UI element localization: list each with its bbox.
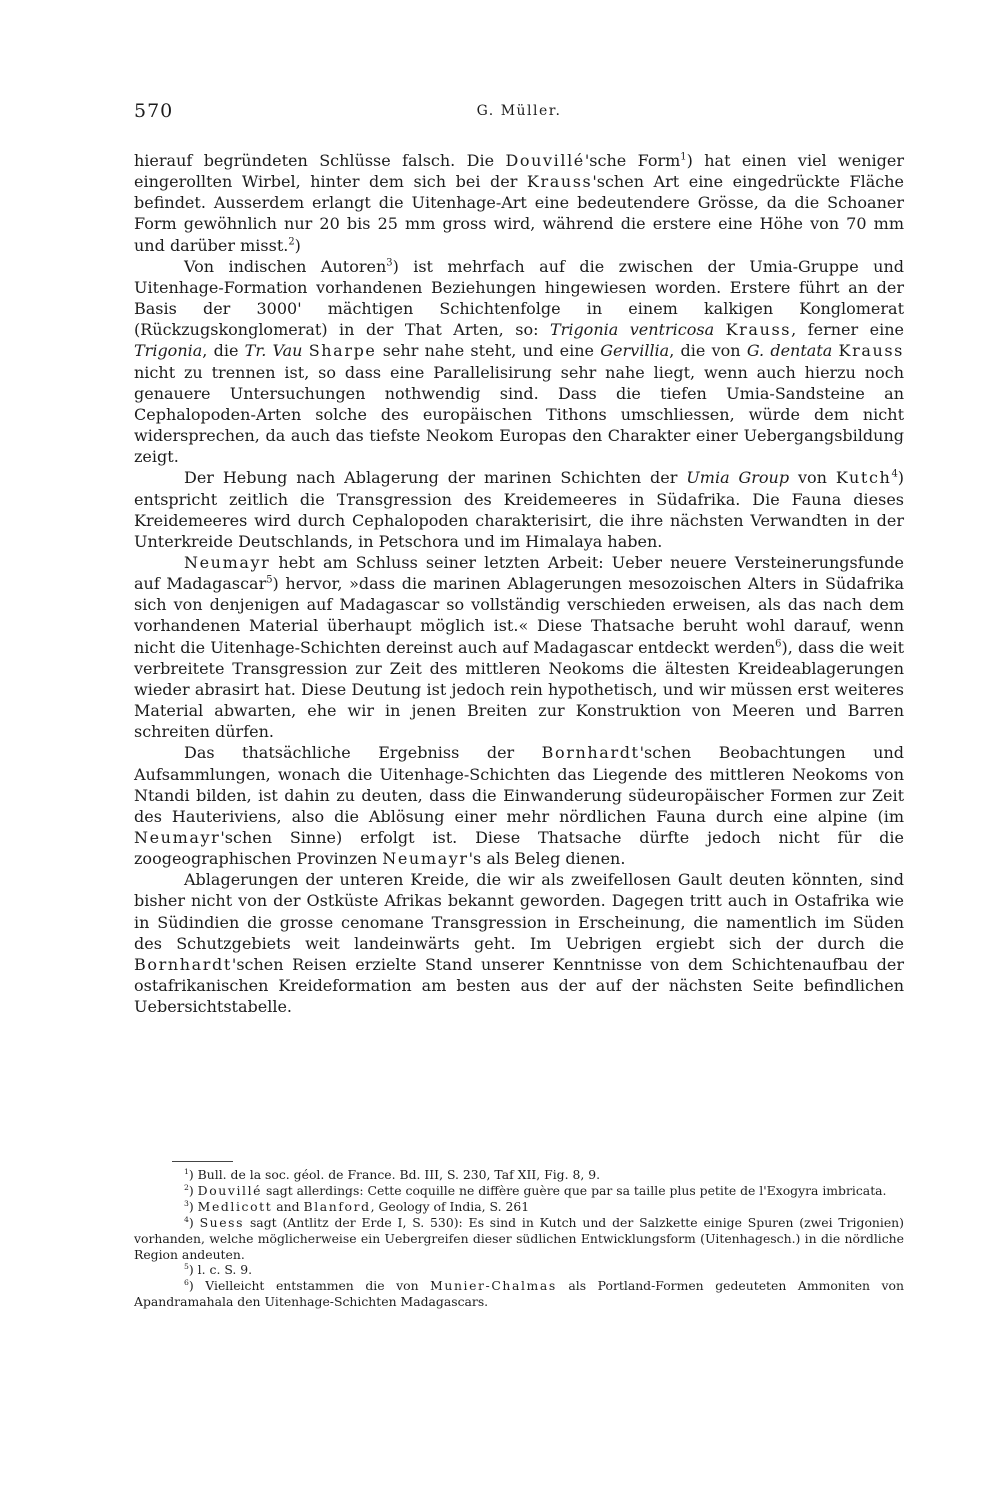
italic-term: Trigonia	[134, 341, 203, 361]
footnotes	[134, 1167, 904, 1310]
text-run: ) l. c. S. 9.	[188, 1262, 253, 1278]
footnote-ref: 6	[775, 638, 782, 650]
footnote	[134, 1278, 904, 1310]
text-run: ) ist mehrfach auf die zwischen der Umia-Gruppe und Uitenhage-Formation vorhandenen Beziehungen hingewiesen worden. Erstere führt an der Basis der 3000' mächtigen Schichtenfolge in einem kalkigen Konglomerat (Rückzugskonglomerat) in der That Arten, so:	[134, 256, 904, 340]
text-run: )	[188, 1182, 198, 1198]
body-paragraph	[134, 869, 904, 1017]
footnote-ref: 5	[266, 574, 273, 586]
text-run: , die	[202, 341, 245, 361]
text-run: hebt am Schluss seiner letzten Arbeit: Ueber neuere Versteinerungsfunde auf Madagascar	[134, 552, 904, 594]
text-run: , ferner eine	[791, 320, 904, 340]
text-run: 'schen Art eine eingedrückte Fläche befindet. Ausserdem erlangt die Uitenhage-Art eine bedeutendere Grösse, da die Schoaner Form gewöhnlich nur 20 bis 25 mm gross wird, während die erstere eine Höhe von 70 mm und darüber misst.	[134, 172, 905, 255]
footnote-ref: 6	[184, 1278, 189, 1288]
text-run: hierauf begründeten Schlüsse falsch. Die	[134, 151, 506, 170]
text-run: and	[272, 1198, 304, 1214]
text-run: 'sche Form	[584, 151, 681, 170]
italic-term: G. dentata	[746, 341, 833, 361]
body-paragraph	[134, 552, 904, 742]
text-run	[714, 320, 726, 339]
text-run: , die von	[669, 341, 747, 361]
spaced-name: Douvillé	[197, 1182, 263, 1198]
body-paragraph	[134, 742, 904, 869]
text-run: 'schen Reisen erzielte Stand unserer Kenntnisse von dem Schichtenaufbau der ostafrikanischen Kreideformation am besten aus der auf der nächsten Seite befindlichen Uebersichtstabelle.	[134, 954, 904, 1017]
italic-term: Umia Group	[686, 468, 790, 488]
text-run: 'schen Beobachtungen und Aufsammlungen, wonach die Uitenhage-Schichten das Liegende des mittleren Neokoms von Ntandi bilden, ist dahin zu deuten, dass die Einwanderung südeuropäischer Formen zur Zeit des Hauteriviens, also die Ablösung einer mehr nördlichen Fauna durch eine alpine (im	[134, 743, 904, 826]
footnote	[134, 1262, 904, 1278]
footnote-ref: 3	[184, 1198, 189, 1208]
text-run: sagt (Antlitz der Erde I, S. 530): Es sind in Kutch und der Salzkette einige Spuren (zwei Trigonien) vorhanden, welche möglicherweise ein Uebergreifen dieser südlichen Entwicklungsform (Uitenhagesch.) in die nördliche Region andeuten.	[134, 1214, 904, 1262]
body-text	[134, 150, 904, 1017]
body-paragraph	[134, 467, 904, 552]
footnote-ref: 2	[288, 236, 295, 248]
spaced-name: Medlicott	[197, 1198, 273, 1214]
text-run: sehr nahe steht, und eine	[376, 341, 601, 361]
spaced-name: Kutch	[835, 468, 892, 488]
spaced-name: Neumayr	[184, 552, 271, 572]
spaced-name: Neumayr	[134, 828, 221, 847]
spaced-name: Blanford	[303, 1198, 371, 1214]
spaced-name: Krauss	[526, 172, 593, 192]
italic-term: Gervillia	[600, 341, 670, 361]
text-run: ) hat einen viel weniger eingerollten Wirbel, hinter dem sich bei der	[134, 151, 904, 192]
spaced-name: Suess	[199, 1214, 245, 1230]
text-run: Ablagerungen der unteren Kreide, die wir als zweifellosen Gault deuten könnten, sind bisher nicht von der Ostküste Afrikas bekannt geworden. Dagegen tritt auch in Ostafrika wie in Südindien die grosse cenomane Transgression in Erscheinung, die namentlich im Süden des Schutzgebiets weit landeinwärts geht. Im Uebrigen ergiebt sich der durch die	[134, 870, 904, 953]
text-run: ) Bull. de la soc. géol. de France. Bd. III, S. 230, Taf XII, Fig. 8, 9.	[188, 1167, 601, 1182]
footnote-ref: 4	[184, 1214, 189, 1224]
text-run: )	[188, 1214, 200, 1230]
spaced-name: Bornhardt	[134, 954, 232, 974]
text-run: ), dass die weit verbreitete Transgression zur Zeit des mittleren Neokoms die ältesten Kreideablagerungen wieder abrasirt hat. Diese Deutung ist jedoch rein hypothetisch, und wir müssen erst weiteres Material abwarten, ehe wir in jenen Breiten zur Konstruktion von Meeren und Barren schreiten dürfen.	[134, 637, 905, 742]
text-run: ) entspricht zeitlich die Transgression des Kreidemeeres in Südafrika. Die Fauna dieses Kreidemeeres wird durch Cephalopoden charakterisirt, die ihre nächsten Verwandten in der Unterkreide Deutschlands, in Petschora und im Himalaya haben.	[134, 468, 904, 551]
footnote	[134, 1215, 904, 1263]
spaced-name: Krauss	[725, 320, 792, 340]
running-head: G. Müller.	[476, 103, 562, 119]
footnote-ref: 3	[386, 257, 393, 269]
spaced-name: Krauss	[838, 341, 904, 361]
text-run: als Portland-Formen gedeuteten Ammoniten von Apandramahala den Uitenhage-Schichten Madagascars.	[134, 1278, 904, 1310]
page-header	[134, 100, 904, 128]
italic-term: Tr. Vau	[244, 341, 303, 361]
spaced-name: Neumayr	[382, 849, 469, 869]
footnote	[134, 1183, 904, 1199]
spaced-name: Sharpe	[308, 341, 377, 361]
text-run: von	[789, 468, 836, 488]
spaced-name: Munier-Chalmas	[430, 1278, 557, 1294]
body-paragraph	[134, 150, 904, 256]
spaced-name: Douvillé	[505, 151, 585, 170]
body-paragraph	[134, 256, 904, 468]
footnote-ref: 1	[680, 151, 687, 163]
text-run: Das thatsächliche Ergebniss der	[184, 743, 542, 763]
text-run: 'schen Sinne) erfolgt ist. Diese Thatsache dürfte jedoch nicht für die zoogeographischen Provinzen	[134, 828, 904, 869]
text-run: )	[294, 235, 301, 255]
spaced-name: Bornhardt	[541, 743, 640, 763]
footnote-ref: 1	[184, 1166, 189, 1176]
text-run: )	[188, 1198, 198, 1214]
footnote-ref: 5	[184, 1262, 189, 1272]
text-run: nicht zu trennen ist, so dass eine Parallelisirung sehr nahe liegt, wenn auch hierzu noch genauere Untersuchungen nothwendig sind. Dass die tiefen Umia-Sandsteine an Cephalopoden-Arten solche des europäischen Tithons umschliessen, würde dem nicht widersprechen, da auch das tiefste Neokom Europas den Charakter einer Uebergangsbildung zeigt.	[134, 362, 904, 467]
italic-term: Trigonia ventricosa	[550, 320, 715, 340]
page-number: 570	[134, 100, 174, 122]
text-run: , Geology of India, S. 261	[370, 1198, 530, 1214]
footnote-ref: 2	[184, 1182, 189, 1192]
footnote-ref: 4	[891, 469, 898, 481]
text-run: ) hervor, »dass die marinen Ablagerungen mesozoischen Alters in Südafrika sich von denjenigen auf Madagascar so vollständig verschieden erweisen, als das nach dem vorhandenen Material überhaupt möglich ist.« Diese Thatsache beruht wohl darauf, wenn nicht die Uitenhage-Schichten dereinst auch auf Madagascar entdeckt werden	[134, 574, 904, 657]
text-run: sagt allerdings: Cette coquille ne diffère guère que par sa taille plus petite de l'Exogyra imbricata.	[262, 1182, 887, 1198]
text-run: Der Hebung nach Ablagerung der marinen Schichten der	[184, 468, 687, 488]
footnote	[134, 1167, 904, 1183]
text-run: ) Vielleicht entstammen die von	[188, 1278, 431, 1294]
text-run: Von indischen Autoren	[184, 256, 387, 276]
footnote	[134, 1199, 904, 1215]
text-run: 's als Beleg dienen.	[468, 849, 626, 869]
footnote-divider	[172, 1161, 233, 1162]
